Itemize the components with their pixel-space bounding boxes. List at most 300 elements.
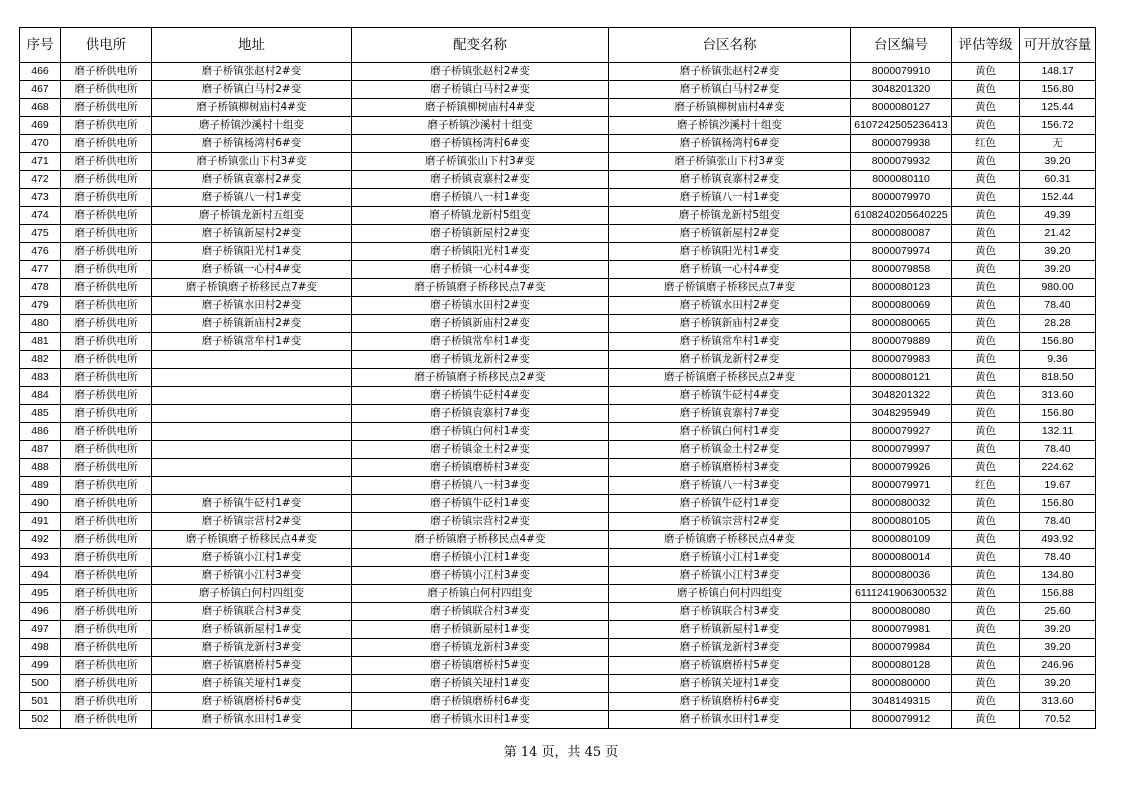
cell-transformer-name: 磨子桥镇联合村3#变 [352,603,609,621]
cell-index: 476 [20,243,61,261]
header-cell-area-name: 台区名称 [609,28,851,63]
table-row [20,99,1096,117]
cell-rating: 黄色 [952,315,1020,333]
cell-area-code: 8000080032 [851,495,952,513]
cell-rating: 黄色 [952,81,1020,99]
cell-area-code: 8000080069 [851,297,952,315]
cell-address: 磨子桥镇龙新村五组变 [152,207,352,225]
cell-area-name: 磨子桥镇金土村2#变 [609,441,851,459]
cell-area-name: 磨子桥镇袁寨村7#变 [609,405,851,423]
cell-index: 477 [20,261,61,279]
cell-open-capacity: 493.92 [1020,531,1096,549]
cell-open-capacity: 156.72 [1020,117,1096,135]
cell-open-capacity: 39.20 [1020,639,1096,657]
cell-area-name: 磨子桥镇磨桥村3#变 [609,459,851,477]
cell-station: 磨子桥供电所 [61,225,152,243]
cell-open-capacity: 39.20 [1020,675,1096,693]
cell-area-name: 磨子桥镇八一村3#变 [609,477,851,495]
cell-index: 498 [20,639,61,657]
header-cell-transformer-name: 配变名称 [352,28,609,63]
cell-rating: 黄色 [952,513,1020,531]
cell-station: 磨子桥供电所 [61,315,152,333]
cell-area-name: 磨子桥镇龙新村3#变 [609,639,851,657]
cell-area-name: 磨子桥镇阳光村1#变 [609,243,851,261]
cell-open-capacity: 156.80 [1020,81,1096,99]
cell-index: 467 [20,81,61,99]
cell-open-capacity: 980.00 [1020,279,1096,297]
cell-station: 磨子桥供电所 [61,423,152,441]
cell-rating: 黄色 [952,693,1020,711]
cell-station: 磨子桥供电所 [61,549,152,567]
cell-area-name: 磨子桥镇水田村2#变 [609,297,851,315]
cell-address [152,351,352,369]
cell-transformer-name: 磨子桥镇张赵村2#变 [352,63,609,81]
cell-address: 磨子桥镇杨湾村6#变 [152,135,352,153]
cell-transformer-name: 磨子桥镇新屋村1#变 [352,621,609,639]
cell-area-code: 6111241906300532 [851,585,952,603]
cell-address: 磨子桥镇小江村1#变 [152,549,352,567]
cell-index: 494 [20,567,61,585]
cell-open-capacity: 125.44 [1020,99,1096,117]
cell-area-name: 磨子桥镇柳树庙村4#变 [609,99,851,117]
cell-area-name: 磨子桥镇新屋村2#变 [609,225,851,243]
cell-transformer-name: 磨子桥镇新庙村2#变 [352,315,609,333]
cell-rating: 黄色 [952,675,1020,693]
cell-index: 466 [20,63,61,81]
cell-address: 磨子桥镇宗营村2#变 [152,513,352,531]
cell-rating: 黄色 [952,423,1020,441]
cell-index: 495 [20,585,61,603]
cell-area-name: 磨子桥镇小江村1#变 [609,549,851,567]
cell-rating: 黄色 [952,279,1020,297]
table-row [20,135,1096,153]
cell-area-name: 磨子桥镇龙新村2#变 [609,351,851,369]
cell-station: 磨子桥供电所 [61,459,152,477]
cell-station: 磨子桥供电所 [61,153,152,171]
cell-area-code: 8000079927 [851,423,952,441]
cell-transformer-name: 磨子桥镇磨桥村6#变 [352,693,609,711]
cell-transformer-name: 磨子桥镇牛砭村1#变 [352,495,609,513]
capacity-table-container [19,27,1095,729]
table-row [20,711,1096,729]
table-row [20,495,1096,513]
cell-station: 磨子桥供电所 [61,189,152,207]
cell-area-name: 磨子桥镇关垭村1#变 [609,675,851,693]
cell-index: 468 [20,99,61,117]
cell-address: 磨子桥镇新庙村2#变 [152,315,352,333]
cell-open-capacity: 60.31 [1020,171,1096,189]
cell-area-code: 8000079984 [851,639,952,657]
cell-rating: 黄色 [952,621,1020,639]
cell-address: 磨子桥镇八一村1#变 [152,189,352,207]
cell-open-capacity: 39.20 [1020,153,1096,171]
cell-rating: 黄色 [952,549,1020,567]
cell-area-name: 磨子桥镇八一村1#变 [609,189,851,207]
cell-open-capacity: 134.80 [1020,567,1096,585]
cell-transformer-name: 磨子桥镇关垭村1#变 [352,675,609,693]
cell-transformer-name: 磨子桥镇水田村2#变 [352,297,609,315]
cell-transformer-name: 磨子桥镇白何村1#变 [352,423,609,441]
cell-address: 磨子桥镇联合村3#变 [152,603,352,621]
cell-address: 磨子桥镇张山下村3#变 [152,153,352,171]
cell-area-code: 8000079932 [851,153,952,171]
cell-rating: 红色 [952,135,1020,153]
cell-transformer-name: 磨子桥镇张山下村3#变 [352,153,609,171]
cell-rating: 黄色 [952,153,1020,171]
cell-area-name: 磨子桥镇磨子桥移民点2#变 [609,369,851,387]
cell-index: 482 [20,351,61,369]
cell-open-capacity: 78.40 [1020,549,1096,567]
cell-transformer-name: 磨子桥镇一心村4#变 [352,261,609,279]
cell-area-name: 磨子桥镇常牟村1#变 [609,333,851,351]
cell-rating: 黄色 [952,459,1020,477]
cell-area-code: 3048201320 [851,81,952,99]
cell-open-capacity: 313.60 [1020,693,1096,711]
cell-transformer-name: 磨子桥镇八一村1#变 [352,189,609,207]
cell-area-name: 磨子桥镇小江村3#变 [609,567,851,585]
table-row [20,603,1096,621]
cell-open-capacity: 25.60 [1020,603,1096,621]
cell-index: 489 [20,477,61,495]
cell-index: 475 [20,225,61,243]
cell-station: 磨子桥供电所 [61,693,152,711]
cell-rating: 黄色 [952,369,1020,387]
cell-rating: 黄色 [952,405,1020,423]
table-row [20,63,1096,81]
header-row [20,28,1096,63]
cell-transformer-name: 磨子桥镇杨湾村6#变 [352,135,609,153]
table-row [20,621,1096,639]
cell-index: 501 [20,693,61,711]
cell-station: 磨子桥供电所 [61,369,152,387]
cell-rating: 黄色 [952,63,1020,81]
cell-station: 磨子桥供电所 [61,675,152,693]
cell-index: 496 [20,603,61,621]
table-row [20,477,1096,495]
cell-area-code: 8000079983 [851,351,952,369]
cell-address: 磨子桥镇磨桥村6#变 [152,693,352,711]
cell-area-name: 磨子桥镇联合村3#变 [609,603,851,621]
cell-area-code: 8000080000 [851,675,952,693]
cell-open-capacity: 70.52 [1020,711,1096,729]
cell-transformer-name: 磨子桥镇龙新村2#变 [352,351,609,369]
cell-area-code: 8000079974 [851,243,952,261]
header-cell-open-capacity: 可开放容量 [1020,28,1096,63]
cell-area-name: 磨子桥镇磨桥村5#变 [609,657,851,675]
cell-open-capacity: 39.20 [1020,621,1096,639]
cell-open-capacity: 152.44 [1020,189,1096,207]
cell-area-code: 8000079926 [851,459,952,477]
cell-address: 磨子桥镇张赵村2#变 [152,63,352,81]
cell-area-code: 8000080128 [851,657,952,675]
table-row [20,423,1096,441]
cell-area-code: 8000079889 [851,333,952,351]
header-cell-rating: 评估等级 [952,28,1020,63]
cell-area-name: 磨子桥镇磨桥村6#变 [609,693,851,711]
cell-station: 磨子桥供电所 [61,261,152,279]
cell-address: 磨子桥镇水田村1#变 [152,711,352,729]
table-row [20,405,1096,423]
cell-address [152,441,352,459]
cell-transformer-name: 磨子桥镇新屋村2#变 [352,225,609,243]
cell-area-name: 磨子桥镇白马村2#变 [609,81,851,99]
capacity-table [19,27,1096,729]
cell-transformer-name: 磨子桥镇八一村3#变 [352,477,609,495]
cell-area-name: 磨子桥镇张赵村2#变 [609,63,851,81]
cell-station: 磨子桥供电所 [61,513,152,531]
cell-transformer-name: 磨子桥镇沙溪村十组变 [352,117,609,135]
cell-rating: 黄色 [952,711,1020,729]
cell-area-code: 8000080110 [851,171,952,189]
cell-station: 磨子桥供电所 [61,657,152,675]
cell-area-name: 磨子桥镇龙新村5组变 [609,207,851,225]
cell-station: 磨子桥供电所 [61,207,152,225]
cell-rating: 黄色 [952,261,1020,279]
cell-address: 磨子桥镇新屋村1#变 [152,621,352,639]
cell-transformer-name: 磨子桥镇白何村四组变 [352,585,609,603]
cell-station: 磨子桥供电所 [61,297,152,315]
cell-area-code: 8000079912 [851,711,952,729]
cell-open-capacity: 148.17 [1020,63,1096,81]
cell-index: 486 [20,423,61,441]
cell-open-capacity: 156.80 [1020,495,1096,513]
table-row [20,549,1096,567]
cell-area-name: 磨子桥镇袁寨村2#变 [609,171,851,189]
cell-station: 磨子桥供电所 [61,567,152,585]
table-row [20,369,1096,387]
cell-rating: 黄色 [952,189,1020,207]
cell-transformer-name: 磨子桥镇小江村3#变 [352,567,609,585]
cell-rating: 黄色 [952,603,1020,621]
cell-open-capacity: 818.50 [1020,369,1096,387]
cell-rating: 黄色 [952,99,1020,117]
cell-open-capacity: 39.20 [1020,261,1096,279]
cell-area-code: 6108240205640225 [851,207,952,225]
cell-station: 磨子桥供电所 [61,63,152,81]
cell-station: 磨子桥供电所 [61,585,152,603]
cell-area-name: 磨子桥镇杨湾村6#变 [609,135,851,153]
table-row [20,261,1096,279]
cell-rating: 黄色 [952,351,1020,369]
cell-open-capacity: 28.28 [1020,315,1096,333]
cell-address: 磨子桥镇龙新村3#变 [152,639,352,657]
cell-address: 磨子桥镇沙溪村十组变 [152,117,352,135]
cell-address: 磨子桥镇白何村四组变 [152,585,352,603]
cell-open-capacity: 78.40 [1020,513,1096,531]
cell-transformer-name: 磨子桥镇磨子桥移民点4#变 [352,531,609,549]
cell-index: 483 [20,369,61,387]
cell-address: 磨子桥镇常牟村1#变 [152,333,352,351]
cell-area-code: 8000080080 [851,603,952,621]
cell-area-name: 磨子桥镇磨子桥移民点4#变 [609,531,851,549]
cell-transformer-name: 磨子桥镇宗营村2#变 [352,513,609,531]
cell-open-capacity: 132.11 [1020,423,1096,441]
table-row [20,315,1096,333]
cell-area-name: 磨子桥镇张山下村3#变 [609,153,851,171]
cell-index: 473 [20,189,61,207]
cell-rating: 黄色 [952,531,1020,549]
cell-transformer-name: 磨子桥镇磨子桥移民点2#变 [352,369,609,387]
cell-address: 磨子桥镇白马村2#变 [152,81,352,99]
cell-transformer-name: 磨子桥镇袁寨村7#变 [352,405,609,423]
cell-open-capacity: 39.20 [1020,243,1096,261]
cell-address: 磨子桥镇水田村2#变 [152,297,352,315]
cell-address: 磨子桥镇新屋村2#变 [152,225,352,243]
cell-area-name: 磨子桥镇新屋村1#变 [609,621,851,639]
cell-transformer-name: 磨子桥镇常牟村1#变 [352,333,609,351]
cell-station: 磨子桥供电所 [61,333,152,351]
table-row [20,513,1096,531]
page-number: 第 14 页，共 45 页 [503,745,619,760]
cell-station: 磨子桥供电所 [61,621,152,639]
header-cell-address: 地址 [152,28,352,63]
cell-station: 磨子桥供电所 [61,711,152,729]
cell-area-name: 磨子桥镇宗营村2#变 [609,513,851,531]
cell-area-name: 磨子桥镇白何村1#变 [609,423,851,441]
table-row [20,387,1096,405]
cell-rating: 黄色 [952,297,1020,315]
cell-station: 磨子桥供电所 [61,243,152,261]
cell-index: 479 [20,297,61,315]
cell-station: 磨子桥供电所 [61,135,152,153]
cell-open-capacity: 19.67 [1020,477,1096,495]
cell-index: 474 [20,207,61,225]
cell-address: 磨子桥镇柳树庙村4#变 [152,99,352,117]
cell-rating: 黄色 [952,495,1020,513]
cell-index: 480 [20,315,61,333]
cell-index: 490 [20,495,61,513]
cell-area-code: 8000079997 [851,441,952,459]
cell-address [152,423,352,441]
cell-station: 磨子桥供电所 [61,279,152,297]
cell-area-code: 8000080014 [851,549,952,567]
cell-open-capacity: 224.62 [1020,459,1096,477]
cell-rating: 黄色 [952,243,1020,261]
table-row [20,531,1096,549]
table-row [20,639,1096,657]
cell-open-capacity: 246.96 [1020,657,1096,675]
table-body [20,63,1096,729]
cell-station: 磨子桥供电所 [61,477,152,495]
cell-address [152,387,352,405]
table-row [20,207,1096,225]
cell-address: 磨子桥镇牛砭村1#变 [152,495,352,513]
header-cell-index: 序号 [20,28,61,63]
table-row [20,81,1096,99]
table-row [20,441,1096,459]
cell-index: 472 [20,171,61,189]
cell-address [152,369,352,387]
cell-rating: 黄色 [952,225,1020,243]
cell-transformer-name: 磨子桥镇白马村2#变 [352,81,609,99]
cell-transformer-name: 磨子桥镇龙新村3#变 [352,639,609,657]
header-cell-area-code: 台区编号 [851,28,952,63]
cell-area-code: 8000080123 [851,279,952,297]
cell-station: 磨子桥供电所 [61,603,152,621]
header-cell-station: 供电所 [61,28,152,63]
cell-area-code: 8000079858 [851,261,952,279]
cell-index: 470 [20,135,61,153]
cell-area-code: 8000079910 [851,63,952,81]
cell-index: 469 [20,117,61,135]
table-row [20,225,1096,243]
cell-address: 磨子桥镇阳光村1#变 [152,243,352,261]
cell-transformer-name: 磨子桥镇袁寨村2#变 [352,171,609,189]
table-row [20,153,1096,171]
cell-area-code: 8000080065 [851,315,952,333]
table-row [20,567,1096,585]
cell-area-code: 3048295949 [851,405,952,423]
cell-open-capacity: 49.39 [1020,207,1096,225]
cell-area-code: 8000080127 [851,99,952,117]
cell-index: 485 [20,405,61,423]
cell-address [152,405,352,423]
cell-open-capacity: 156.80 [1020,333,1096,351]
cell-area-name: 磨子桥镇新庙村2#变 [609,315,851,333]
cell-area-code: 8000080121 [851,369,952,387]
cell-rating: 黄色 [952,207,1020,225]
cell-station: 磨子桥供电所 [61,639,152,657]
cell-station: 磨子桥供电所 [61,351,152,369]
cell-transformer-name: 磨子桥镇牛砭村4#变 [352,387,609,405]
cell-index: 481 [20,333,61,351]
cell-rating: 黄色 [952,639,1020,657]
table-row [20,657,1096,675]
cell-area-code: 8000080087 [851,225,952,243]
cell-area-code: 8000080105 [851,513,952,531]
cell-transformer-name: 磨子桥镇磨子桥移民点7#变 [352,279,609,297]
cell-index: 502 [20,711,61,729]
cell-index: 484 [20,387,61,405]
table-row [20,333,1096,351]
cell-index: 500 [20,675,61,693]
cell-index: 499 [20,657,61,675]
cell-rating: 黄色 [952,585,1020,603]
cell-rating: 黄色 [952,117,1020,135]
cell-station: 磨子桥供电所 [61,81,152,99]
cell-rating: 黄色 [952,567,1020,585]
cell-area-name: 磨子桥镇磨子桥移民点7#变 [609,279,851,297]
cell-address: 磨子桥镇袁寨村2#变 [152,171,352,189]
cell-area-code: 8000079981 [851,621,952,639]
cell-address: 磨子桥镇磨子桥移民点7#变 [152,279,352,297]
cell-area-code: 3048201322 [851,387,952,405]
cell-area-code: 8000079970 [851,189,952,207]
cell-transformer-name: 磨子桥镇龙新村5组变 [352,207,609,225]
cell-index: 478 [20,279,61,297]
cell-open-capacity: 无 [1020,135,1096,153]
cell-station: 磨子桥供电所 [61,441,152,459]
cell-index: 487 [20,441,61,459]
cell-index: 491 [20,513,61,531]
cell-transformer-name: 磨子桥镇水田村1#变 [352,711,609,729]
cell-station: 磨子桥供电所 [61,531,152,549]
cell-address: 磨子桥镇关垭村1#变 [152,675,352,693]
table-row [20,297,1096,315]
cell-rating: 黄色 [952,333,1020,351]
cell-transformer-name: 磨子桥镇磨桥村5#变 [352,657,609,675]
cell-index: 488 [20,459,61,477]
cell-open-capacity: 9.36 [1020,351,1096,369]
table-row [20,459,1096,477]
table-row [20,585,1096,603]
cell-address: 磨子桥镇小江村3#变 [152,567,352,585]
cell-area-name: 磨子桥镇白何村四组变 [609,585,851,603]
cell-address: 磨子桥镇磨桥村5#变 [152,657,352,675]
cell-transformer-name: 磨子桥镇小江村1#变 [352,549,609,567]
cell-area-code: 3048149315 [851,693,952,711]
cell-area-name: 磨子桥镇牛砭村4#变 [609,387,851,405]
